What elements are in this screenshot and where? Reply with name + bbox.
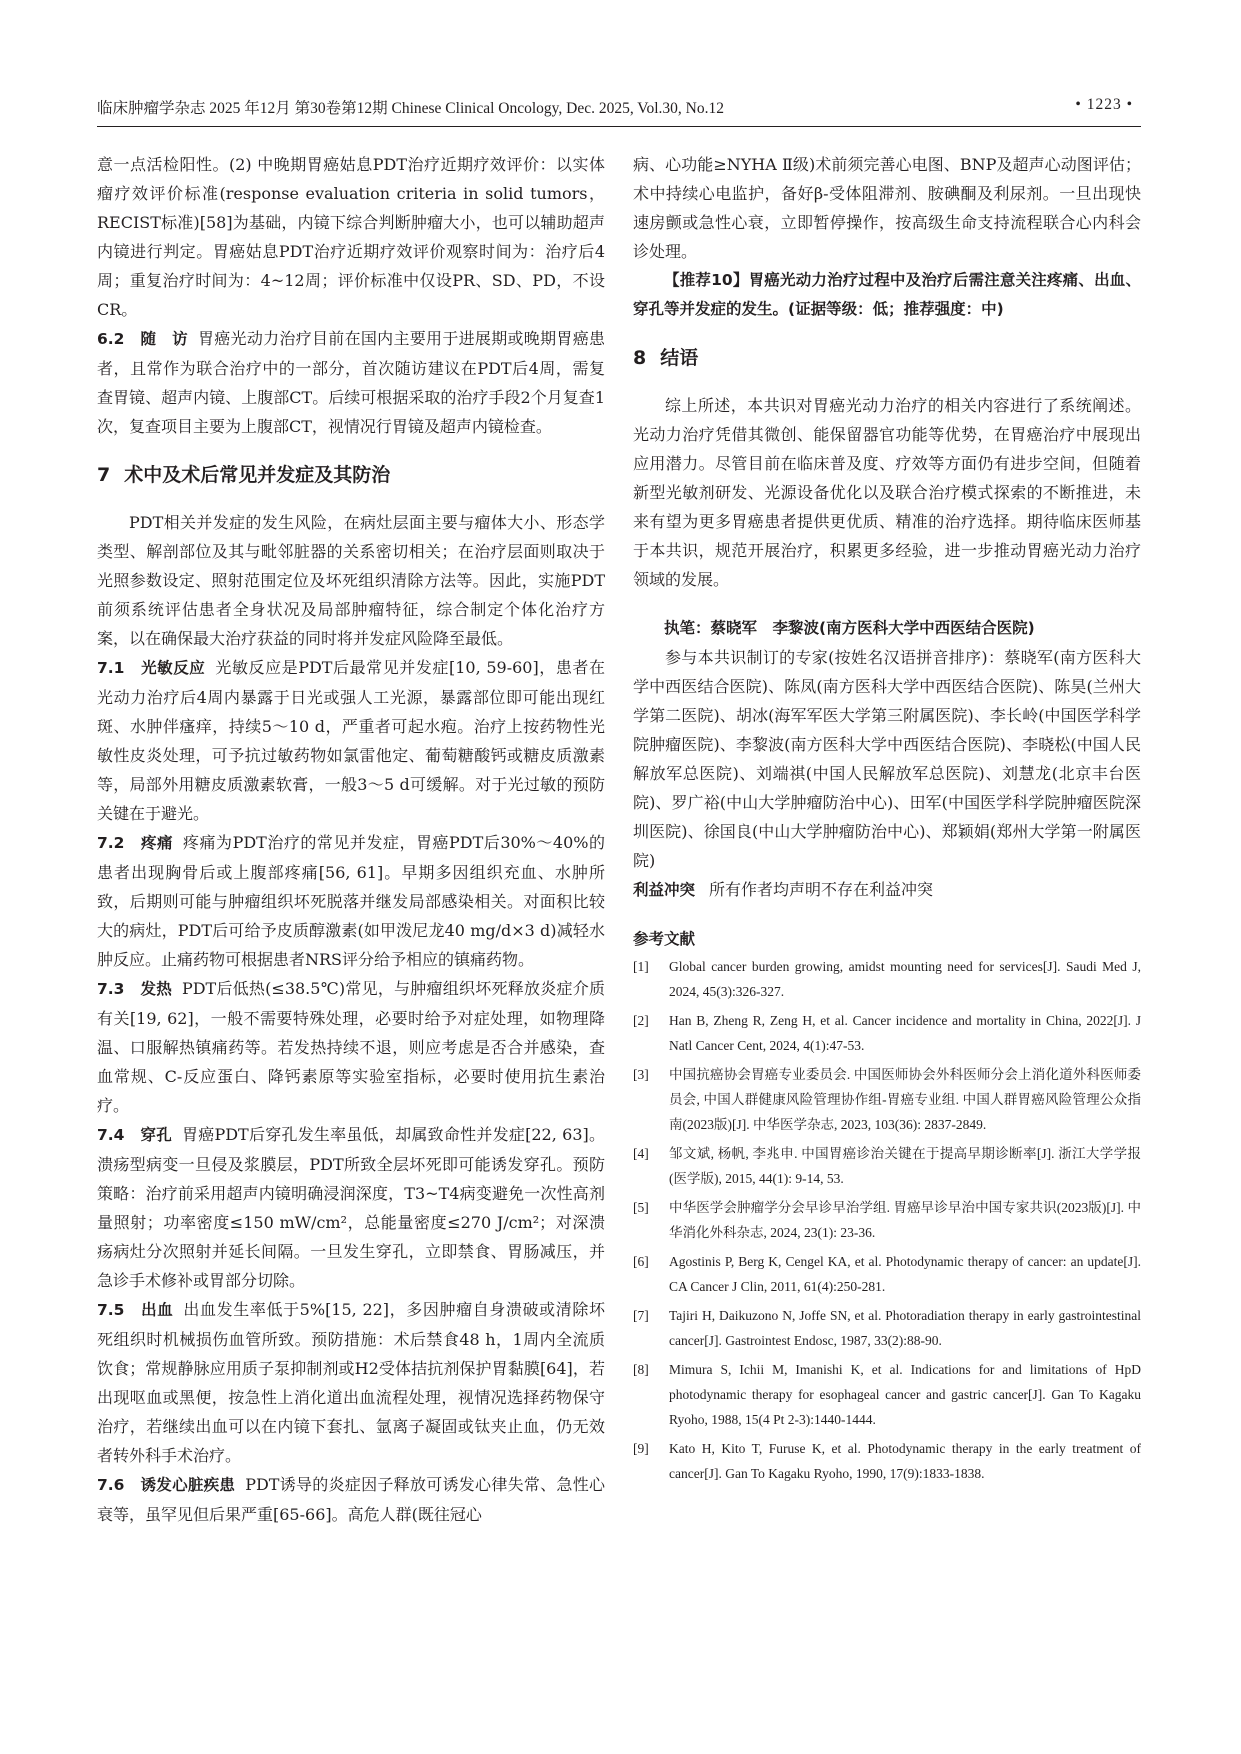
authors-line: 执笔：蔡晓军 李黎波(南方医科大学中西医结合医院) bbox=[664, 619, 1035, 637]
running-header bbox=[97, 96, 1141, 118]
reference-number: [8] bbox=[633, 1362, 649, 1377]
reference-number: [6] bbox=[633, 1254, 649, 1269]
subsection-heading: 7.6 诱发心脏疾患 bbox=[97, 1476, 236, 1494]
page-number: • 1223 • bbox=[1075, 96, 1133, 113]
reference-item bbox=[633, 1062, 1141, 1137]
reference-item bbox=[633, 1195, 1141, 1245]
coi-text: 所有作者均声明不存在利益冲突 bbox=[709, 880, 934, 899]
section-7-heading bbox=[97, 461, 605, 489]
reference-text: 中华医学会肿瘤学分会早诊早治学组. 胃癌早诊早治中国专家共识(2023版)[J]. 中华消化外科杂志, 2024, 23(1): 23-36. bbox=[669, 1200, 1141, 1240]
subsection-text: PDT后低热(≤38.5℃)常见，与肿瘤组织坏死释放炎症介质有关[19, 62]，一般不需要特殊处理，必要时给予对症处理，如物理降温、口服解热镇痛药等。若发热持续不退，则应考虑是否合并感染，查血常规、C-反应蛋白、降钙素原等实验室指标，必要时使用抗生素治疗。 bbox=[97, 979, 605, 1115]
subsection-heading: 7.2 疼痛 bbox=[97, 834, 174, 852]
reference-number: [1] bbox=[633, 959, 649, 974]
subsection-text: PDT诱导的炎症因子释放可诱发心律失常、急性心衰等，虽罕见但后果严重[65-66]。高危人群(既往冠心 bbox=[97, 1475, 605, 1524]
reference-item bbox=[633, 1008, 1141, 1058]
reference-number: [2] bbox=[633, 1013, 649, 1028]
subsection-text: 疼痛为PDT治疗的常见并发症，胃癌PDT后30%～40%的患者出现胸骨后或上腹部疼痛[56, 61]。早期多因组织充血、水肿所致，后期则可能与肿瘤组织坏死脱落并继发局部感染相关。对面积比较大的病灶，PDT后可给予皮质醇激素(如甲泼尼龙40 mg/d×3 d)减轻水肿反应。止痛药物可根据患者NRS评分给予相应的镇痛药物。 bbox=[97, 833, 605, 969]
section-7-1 bbox=[97, 653, 605, 828]
subsection-heading: 7.1 光敏反应 bbox=[97, 659, 206, 677]
subsection-heading: 7.5 出血 bbox=[97, 1301, 174, 1319]
reference-text: Han B, Zheng R, Zeng H, et al. Cancer incidence and mortality in China, 2022[J]. J Natl Cancer Cent, 2024, 4(1):47-53. bbox=[669, 1013, 1141, 1053]
reference-number: [4] bbox=[633, 1146, 649, 1161]
left-column bbox=[97, 150, 605, 1529]
reference-item bbox=[633, 1141, 1141, 1191]
section-8-heading bbox=[633, 344, 1141, 372]
reference-number: [9] bbox=[633, 1441, 649, 1456]
reference-item bbox=[633, 1249, 1141, 1299]
reference-text: Tajiri H, Daikuzono N, Joffe SN, et al. Photoradiation therapy in early gastrointestinal cancer[J]. Gastrointest Endosc, 1987, 33(2):88-90. bbox=[669, 1308, 1141, 1348]
reference-item bbox=[633, 1303, 1141, 1353]
section-6-2 bbox=[97, 324, 605, 441]
journal-citation: 临床肿瘤学杂志 2025 年12月 第30卷第12期 Chinese Clinical Oncology, Dec. 2025, Vol.30, No.12 bbox=[97, 100, 725, 117]
section-7-5 bbox=[97, 1295, 605, 1470]
paragraph-complications-intro: PDT相关并发症的发生风险，在病灶层面主要与瘤体大小、形态学类型、解剖部位及其与毗邻脏器的关系密切相关；在治疗层面则取决于光照参数设定、照射范围定位及坏死组织清除方法等。因此，实施PDT前须系统评估患者全身状况及局部肿瘤特征，综合制定个体化治疗方案，以在确保最大治疗获益的同时将并发症风险降至最低。 bbox=[97, 513, 605, 648]
reference-text: Global cancer burden growing, amidst mounting need for services[J]. Saudi Med J, 2024, 45(3):326-327. bbox=[669, 959, 1141, 999]
section-number: 8 bbox=[633, 347, 647, 369]
recommendation-10: 【推荐10】胃癌光动力治疗过程中及治疗后需注意关注疼痛、出血、穿孔等并发症的发生。(证据等级：低；推荐强度：中) bbox=[633, 271, 1141, 318]
section-7-4 bbox=[97, 1120, 605, 1295]
section-7-3 bbox=[97, 974, 605, 1120]
section-7-6 bbox=[97, 1470, 605, 1529]
subsection-text: 胃癌PDT后穿孔发生率虽低，却属致命性并发症[22, 63]。溃疡型病变一旦侵及浆膜层，PDT所致全层坏死即可能诱发穿孔。预防策略：治疗前采用超声内镜明确浸润深度，T3~T4病变避免一次性高剂量照射；功率密度≤150 mW/cm²，总能量密度≤270 J/cm²；对深溃疡病灶分次照射并延长间隔。一旦发生穿孔，立即禁食、胃肠减压，并急诊手术修补或胃部分切除。 bbox=[97, 1125, 605, 1290]
reference-item bbox=[633, 1357, 1141, 1432]
expert-list: 参与本共识制订的专家(按姓名汉语拼音排序)：蔡晓军(南方医科大学中西医结合医院)、陈凤(南方医科大学中西医结合医院)、陈昊(兰州大学第二医院)、胡冰(海军军医大学第三附属医院)、李长岭(中国医学科学院肿瘤医院)、李黎波(南方医科大学中西医结合医院)、李晓松(中国人民解放军总医院)、刘端祺(中国人民解放军总医院)、刘慧龙(北京丰台医院)、罗广裕(中山大学肿瘤防治中心)、田军(中国医学科学院肿瘤医院深圳医院)、徐国良(中山大学肿瘤防治中心)、郑颖娟(郑州大学第一附属医院) bbox=[633, 648, 1141, 870]
reference-text: Kato H, Kito T, Furuse K, et al. Photodynamic therapy in the early treatment of cancer[J]. Gan To Kagaku Ryoho, 1990, 17(9):1833-1838. bbox=[669, 1441, 1141, 1481]
paragraph-efficacy: 意一点活检阳性。(2) 中晚期胃癌姑息PDT治疗近期疗效评价：以实体瘤疗效评价标准(response evaluation criteria in solid tumors，RECIST标准)[58]为基础，内镜下综合判断肿瘤大小，也可以辅助超声内镜进行判定。胃癌姑息PDT治疗近期疗效评价观察时间为：治疗后4周；重复治疗时间为：4~12周；评价标准中仅设PR、SD、PD，不设CR。 bbox=[97, 155, 605, 319]
subsection-text: 胃癌光动力治疗目前在国内主要用于进展期或晚期胃癌患者，且常作为联合治疗中的一部分，首次随访建议在PDT后4周，需复查胃镜、超声内镜、上腹部CT。后续可根据采取的治疗手段2个月复查1次，复查项目主要为上腹部CT，视情况行胃镜及超声内镜检查。 bbox=[97, 329, 605, 436]
reference-number: [7] bbox=[633, 1308, 649, 1323]
paragraph-conclusion: 综上所述，本共识对胃癌光动力治疗的相关内容进行了系统阐述。光动力治疗凭借其微创、能保留器官功能等优势，在胃癌治疗中展现出应用潜力。尽管目前在临床普及度、疗效等方面仍有进步空间，但随着新型光敏剂研发、光源设备优化以及联合治疗模式探索的不断推进，未来有望为更多胃癌患者提供更优质、精准的治疗选择。期待临床医师基于本共识，规范开展治疗，积累更多经验，进一步推动胃癌光动力治疗领域的发展。 bbox=[633, 396, 1141, 589]
reference-number: [5] bbox=[633, 1200, 649, 1215]
subsection-heading: 6.2 随 访 bbox=[97, 330, 188, 348]
reference-text: 邹文斌, 杨帆, 李兆申. 中国胃癌诊治关键在于提高早期诊断率[J]. 浙江大学学报(医学版), 2015, 44(1): 9-14, 53. bbox=[669, 1146, 1141, 1186]
reference-item bbox=[633, 1436, 1141, 1486]
coi-label: 利益冲突 bbox=[633, 881, 696, 899]
section-7-2 bbox=[97, 828, 605, 974]
references-heading: 参考文献 bbox=[633, 930, 696, 948]
conflict-of-interest bbox=[633, 875, 1141, 905]
subsection-heading: 7.3 发热 bbox=[97, 980, 172, 998]
reference-text: Mimura S, Ichii M, Imanishi K, et al. Indications for and limitations of HpD photodynamic therapy for esophageal cancer and gastric cancer[J]. Gan To Kagaku Ryoho, 1988, 15(4 Pt 2-3):1440-1444. bbox=[669, 1362, 1141, 1427]
reference-item bbox=[633, 954, 1141, 1004]
section-title: 结语 bbox=[660, 347, 699, 369]
reference-text: Agostinis P, Berg K, Cengel KA, et al. Photodynamic therapy of cancer: an update[J]. CA Cancer J Clin, 2011, 61(4):250-281. bbox=[669, 1254, 1141, 1294]
paragraph-cardiac-continued: 病、心功能≥NYHA Ⅱ级)术前须完善心电图、BNP及超声心动图评估；术中持续心电监护，备好β-受体阻滞剂、胺碘酮及利尿剂。一旦出现快速房颤或急性心衰，立即暂停操作，按高级生命支持流程联合心内科会诊处理。 bbox=[633, 155, 1141, 261]
header-rule bbox=[97, 126, 1141, 127]
reference-number: [3] bbox=[633, 1067, 649, 1082]
subsection-text: 出血发生率低于5%[15, 22]，多因肿瘤自身溃破或清除坏死组织时机械损伤血管所致。预防措施：术后禁食48 h，1周内全流质饮食；常规静脉应用质子泵抑制剂或H2受体拮抗剂保护胃黏膜[64]，若出现呕血或黑便，按急性上消化道出血流程处理，视情况选择药物保守治疗，若继续出血可以在内镜下套扎、氩离子凝固或钛夹止血，仍无效者转外科手术治疗。 bbox=[97, 1300, 605, 1465]
subsection-text: 光敏反应是PDT后最常见并发症[10, 59-60]，患者在光动力治疗后4周内暴露于日光或强人工光源，暴露部位即可能出现红斑、水肿伴瘙痒，持续5～10 d，严重者可起水疱。治疗上按药物性光敏性皮炎处理，可予抗过敏药物如氯雷他定、葡萄糖酸钙或糖皮质激素等，局部外用糖皮质激素软膏，一般3～5 d可缓解。对于光过敏的预防关键在于避光。 bbox=[97, 658, 605, 823]
subsection-heading: 7.4 穿孔 bbox=[97, 1126, 172, 1144]
section-number: 7 bbox=[97, 464, 111, 486]
reference-list bbox=[633, 954, 1141, 1486]
reference-text: 中国抗癌协会胃癌专业委员会. 中国医师协会外科医师分会上消化道外科医师委员会, 中国人群健康风险管理协作组-胃癌专业组. 中国人群胃癌风险管理公众指南(2023版)[J]. 中华医学杂志, 2023, 103(36): 2837-2849. bbox=[669, 1067, 1141, 1132]
section-title: 术中及术后常见并发症及其防治 bbox=[124, 464, 391, 486]
right-column bbox=[633, 150, 1141, 1490]
